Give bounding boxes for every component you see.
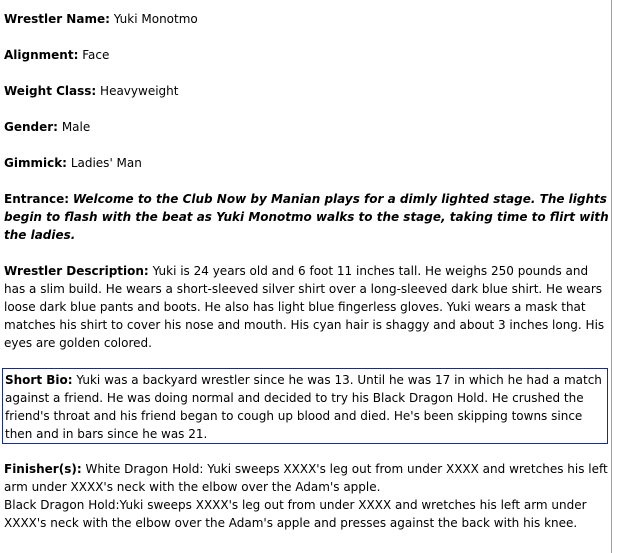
description-block xyxy=(4,262,610,352)
entrance-value: Welcome to the Club Now by Manian plays for a dimly lighted stage. The lights begin to flash with the beat as Yuki Monotmo walks to the stage, taking time to flirt with the ladies. xyxy=(4,192,609,242)
gimmick-row xyxy=(4,154,610,172)
finishers-label: Finisher(s): xyxy=(4,462,82,476)
alignment-label: Alignment: xyxy=(4,48,79,62)
short-bio-value: Yuki was a backyard wrestler since he was 13. Until he was 17 in which he had a match against a friend. He was doing normal and decided to try his Black Dragon Hold. He crushed the friend's throat and his friend began to cough up blood and died. He's been skipping towns since then and in bars since he was 21. xyxy=(5,373,602,441)
gender-value: Male xyxy=(61,120,91,134)
gender-row xyxy=(4,118,610,136)
finisher-white-dragon: White Dragon Hold: Yuki sweeps XXXX's leg out from under XXXX and wretches his left arm under XXXX's neck with the elbow over the Adam's apple. xyxy=(4,462,608,494)
wrestler-name-label: Wrestler Name: xyxy=(4,12,110,26)
wrestler-name-value: Yuki Monotmo xyxy=(113,12,198,26)
gimmick-label: Gimmick: xyxy=(4,156,67,170)
finisher-black-dragon: Black Dragon Hold:Yuki sweeps XXXX's leg out from under XXXX and wretches his left arm under XXXX's neck with the elbow over the Adam's apple and presses against the back with his knee. xyxy=(4,498,587,530)
description-value: Yuki is 24 years old and 6 foot 11 inches tall. He weighs 250 pounds and has a slim build. He wears a short-sleeved silver shirt over a long-sleeved dark blue shirt. He wears loose dark blue pants and boots. He also has light blue fingerless gloves. Yuki wears a mask that matches his shirt to cover his nose and mouth. His cyan hair is shaggy and about 3 inches long. His eyes are golden colored. xyxy=(4,264,605,350)
finishers-block xyxy=(4,460,610,532)
description-label: Wrestler Description: xyxy=(4,264,149,278)
weight-class-value: Heavyweight xyxy=(100,84,179,98)
entrance-label: Entrance: xyxy=(4,192,70,206)
gender-label: Gender: xyxy=(4,120,58,134)
entrance-block xyxy=(4,190,610,244)
wrestler-name-row xyxy=(4,10,610,28)
short-bio-label: Short Bio: xyxy=(5,373,73,387)
alignment-row xyxy=(4,46,610,64)
short-bio-box xyxy=(2,368,608,444)
weight-class-label: Weight Class: xyxy=(4,84,97,98)
weight-class-row xyxy=(4,82,610,100)
finisher-first-line xyxy=(4,460,610,496)
alignment-value: Face xyxy=(82,48,110,62)
gimmick-value: Ladies' Man xyxy=(70,156,142,170)
